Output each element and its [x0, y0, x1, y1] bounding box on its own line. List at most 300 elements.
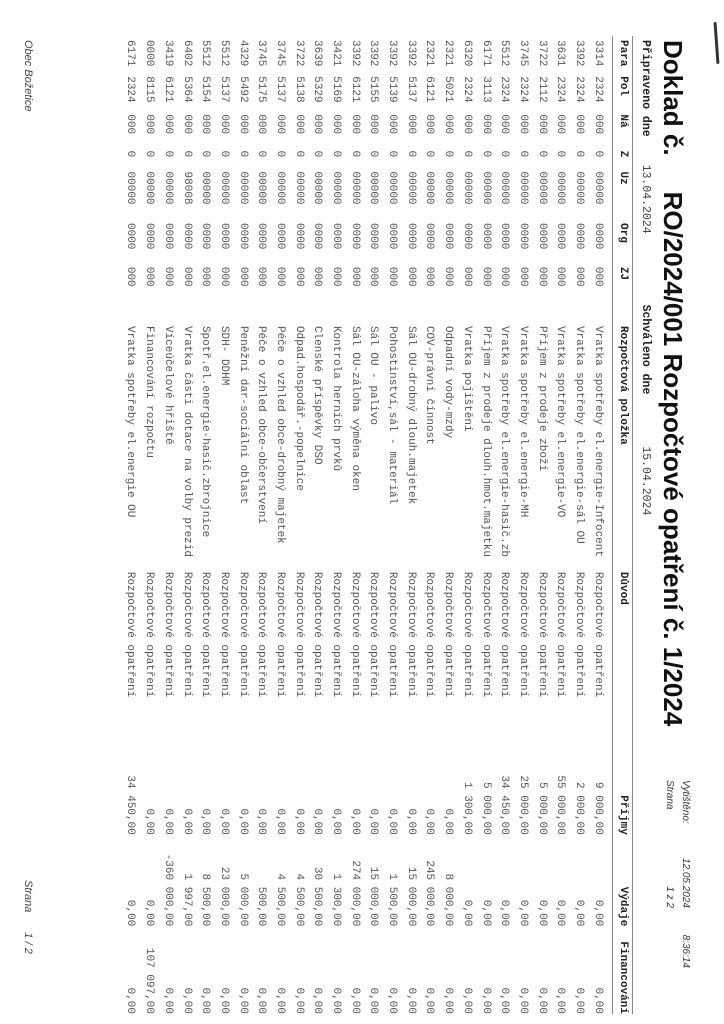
- cell-z: 0: [311, 150, 324, 158]
- col-financovani: Financování: [617, 941, 629, 1014]
- cell-polozka: Kontrola herních prvků: [330, 325, 343, 472]
- cell-vydaje: 8 500,00: [199, 873, 212, 927]
- cell-vydaje: 0,00: [591, 899, 604, 927]
- cell-na: 000: [124, 114, 137, 135]
- cell-duvod: Rozpočtové opatření: [516, 571, 529, 698]
- cell-vydaje: 0,00: [554, 899, 567, 927]
- cell-polozka: SDH- DDHM: [217, 325, 230, 386]
- cell-uz: 00000: [386, 171, 399, 205]
- cell-na: 000: [367, 114, 380, 135]
- cell-pol: 5492: [236, 76, 249, 103]
- cell-z: 0: [554, 150, 567, 158]
- document-title: [657, 40, 688, 726]
- cell-para: 5512: [217, 40, 230, 67]
- cell-duvod: Rozpočtové opatření: [236, 571, 249, 698]
- cell-financovani: 0,00: [161, 987, 174, 1014]
- col-org: Org: [617, 223, 629, 243]
- cell-uz: 00000: [255, 171, 268, 205]
- cell-z: 0: [255, 150, 268, 158]
- cell-zj: 000: [460, 266, 473, 287]
- approved-label: Schváleno dne: [639, 304, 652, 395]
- cell-polozka: Sál OÚ - palivo: [367, 325, 380, 425]
- cell-vydaje: 500,00: [255, 886, 268, 927]
- cell-polozka: Financování rozpočtu: [143, 325, 156, 458]
- cell-na: 000: [143, 114, 156, 135]
- cell-prijmy: 0,00: [367, 808, 380, 835]
- cell-z: 0: [479, 150, 492, 158]
- cell-zj: 000: [516, 266, 529, 287]
- cell-para: 3639: [311, 40, 324, 67]
- cell-z: 0: [516, 150, 529, 158]
- cell-prijmy: 25 000,00: [516, 775, 529, 835]
- cell-duvod: Rozpočtové opatření: [330, 571, 343, 698]
- table-row: [140, 40, 159, 1014]
- cell-na: 000: [273, 114, 286, 135]
- cell-prijmy: 0,00: [311, 808, 324, 835]
- cell-org: 0000: [591, 223, 604, 250]
- cell-vydaje: 8 000,00: [442, 873, 455, 927]
- cell-org: 0000: [554, 223, 567, 250]
- cell-pol: 2324: [554, 76, 567, 103]
- cell-financovani: 0,00: [442, 987, 455, 1014]
- cell-financovani: 0,00: [217, 987, 230, 1014]
- cell-para: 3745: [255, 40, 268, 67]
- cell-zj: 000: [311, 266, 324, 287]
- cell-org: 0000: [180, 223, 193, 250]
- cell-polozka: Odpadní vody-mzdy: [442, 325, 455, 439]
- cell-duvod: Rozpočtové opatření: [498, 571, 511, 698]
- cell-polozka: Vratka spotřeby el.energie-Infocent: [591, 325, 604, 557]
- cell-vydaje: -360 000,00: [161, 853, 174, 927]
- table-row: [233, 40, 252, 1014]
- cell-prijmy: 0,00: [423, 808, 436, 835]
- cell-zj: 000: [273, 266, 286, 287]
- cell-duvod: Rozpočtové opatření: [143, 571, 156, 698]
- cell-na: 000: [591, 114, 604, 135]
- cell-polozka: Pohostinství,sál - materiál: [386, 325, 399, 505]
- header-rule-top: [632, 36, 633, 1014]
- cell-org: 0000: [423, 223, 436, 250]
- cell-polozka: Péče o vzhled obce-občerstvení: [255, 325, 268, 524]
- cell-zj: 000: [292, 266, 305, 287]
- cell-prijmy: 0,00: [292, 808, 305, 835]
- cell-zj: 000: [199, 266, 212, 287]
- cell-vydaje: 0,00: [460, 899, 473, 927]
- cell-vydaje: 0,00: [516, 899, 529, 927]
- cell-financovani: 0,00: [273, 987, 286, 1014]
- cell-z: 0: [330, 150, 343, 158]
- cell-prijmy: 0,00: [404, 808, 417, 835]
- cell-na: 000: [180, 114, 193, 135]
- cell-para: 5512: [199, 40, 212, 67]
- cell-org: 0000: [367, 223, 380, 250]
- cell-org: 0000: [404, 223, 417, 250]
- cell-z: 0: [236, 150, 249, 158]
- cell-na: 000: [423, 114, 436, 135]
- cell-uz: 00000: [479, 171, 492, 205]
- cell-polozka: Peněžní dar-sociální oblast: [236, 325, 249, 505]
- cell-org: 0000: [124, 223, 137, 250]
- cell-zj: 000: [236, 266, 249, 287]
- table-row: [383, 40, 402, 1014]
- cell-para: 6171: [479, 40, 492, 67]
- cell-vydaje: 1 997,00: [180, 873, 193, 927]
- cell-z: 0: [292, 150, 305, 158]
- col-zj: ZJ: [617, 266, 629, 281]
- cell-org: 0000: [273, 223, 286, 250]
- col-na: Ná: [617, 114, 629, 128]
- cell-polozka: Vratka spotřeby el.energie-hasič.zb: [498, 325, 511, 557]
- cell-duvod: Rozpočtové opatření: [591, 571, 604, 698]
- cell-vydaje: 23 000,00: [217, 866, 230, 927]
- cell-duvod: Rozpočtové opatření: [367, 571, 380, 698]
- cell-pol: 2112: [535, 76, 548, 103]
- page-label: Strana: [664, 780, 676, 810]
- cell-na: 000: [535, 114, 548, 135]
- cell-uz: 00000: [199, 171, 212, 205]
- cell-vydaje: 4 500,00: [273, 873, 286, 927]
- cell-para: 6171: [124, 40, 137, 67]
- cell-zj: 000: [180, 266, 193, 287]
- cell-zj: 000: [330, 266, 343, 287]
- cell-pol: 5154: [199, 76, 212, 103]
- cell-financovani: 0,00: [423, 987, 436, 1014]
- cell-org: 0000: [236, 223, 249, 250]
- prepared-date: 13.04.2024: [639, 164, 652, 234]
- cell-prijmy: 0,00: [386, 808, 399, 835]
- cell-z: 0: [199, 150, 212, 158]
- cell-uz: 00000: [591, 171, 604, 205]
- cell-financovani: 0,00: [255, 987, 268, 1014]
- cell-uz: 00000: [404, 171, 417, 205]
- cell-vydaje: 0,00: [498, 899, 511, 927]
- cell-pol: 2324: [572, 76, 585, 103]
- cell-prijmy: 0,00: [161, 808, 174, 835]
- col-z: Z: [617, 150, 629, 158]
- cell-prijmy: 0,00: [180, 808, 193, 835]
- cell-para: 3722: [292, 40, 305, 67]
- cell-para: 6402: [180, 40, 193, 67]
- cell-duvod: Rozpočtové opatření: [442, 571, 455, 698]
- table-row: [476, 40, 495, 1014]
- cell-zj: 000: [143, 266, 156, 287]
- document-dates: [639, 40, 652, 515]
- cell-org: 0000: [572, 223, 585, 250]
- cell-zj: 000: [367, 266, 380, 287]
- table-row: [196, 40, 215, 1014]
- cell-na: 000: [311, 114, 324, 135]
- table-row: [159, 40, 178, 1014]
- cell-zj: 000: [423, 266, 436, 287]
- cell-pol: 5137: [217, 76, 230, 103]
- cell-z: 0: [217, 150, 230, 158]
- table-row: [289, 40, 308, 1014]
- cell-polozka: Sál OÚ-drobný dlouh.majetek: [404, 325, 417, 505]
- cell-zj: 000: [535, 266, 548, 287]
- page-footer: [22, 880, 34, 954]
- cell-prijmy: 55 000,00: [554, 775, 567, 835]
- printed-date: 12.05.2024: [680, 857, 692, 908]
- cell-duvod: Rozpočtové opatření: [161, 571, 174, 698]
- cell-para: 3421: [330, 40, 343, 67]
- cell-pol: 2324: [124, 76, 137, 103]
- cell-vydaje: 0,00: [143, 899, 156, 927]
- cell-financovani: 0,00: [535, 987, 548, 1014]
- cell-org: 0000: [311, 223, 324, 250]
- cell-financovani: 0,00: [386, 987, 399, 1014]
- cell-vydaje: 1 300,00: [330, 873, 343, 927]
- cell-zj: 000: [591, 266, 604, 287]
- cell-z: 0: [386, 150, 399, 158]
- table-row: [252, 40, 271, 1014]
- table-row: [121, 40, 140, 1014]
- title-prefix: Doklad č.: [658, 40, 688, 156]
- table-row: [364, 40, 383, 1014]
- cell-zj: 000: [255, 266, 268, 287]
- cell-duvod: Rozpočtové opatření: [180, 571, 193, 698]
- cell-financovani: 0,00: [572, 987, 585, 1014]
- col-uz: Uz: [617, 171, 629, 185]
- cell-zj: 000: [404, 266, 417, 287]
- cell-na: 000: [292, 114, 305, 135]
- table-row: [308, 40, 327, 1014]
- cell-na: 000: [255, 114, 268, 135]
- cell-polozka: Víceúčelové hřiště: [161, 325, 174, 445]
- cell-duvod: Rozpočtové opatření: [386, 571, 399, 698]
- cell-org: 0000: [255, 223, 268, 250]
- cell-polozka: Členské příspěvky DSO: [311, 325, 324, 465]
- cell-pol: 8115: [143, 76, 156, 103]
- cell-para: 2321: [423, 40, 436, 67]
- cell-duvod: Rozpočtové opatření: [273, 571, 286, 698]
- cell-z: 0: [367, 150, 380, 158]
- cell-uz: 00000: [217, 171, 230, 205]
- cell-duvod: Rozpočtové opatření: [572, 571, 585, 698]
- print-info: [662, 780, 694, 968]
- cell-financovani: 0,00: [236, 987, 249, 1014]
- cell-duvod: Rozpočtové opatření: [255, 571, 268, 698]
- cell-polozka: Spotř.el.energie-hasič.zbrojnice: [199, 325, 212, 538]
- cell-vydaje: 0,00: [535, 899, 548, 927]
- cell-pol: 2324: [591, 76, 604, 103]
- cell-z: 0: [498, 150, 511, 158]
- cell-financovani: 0,00: [199, 987, 212, 1014]
- cell-zj: 000: [572, 266, 585, 287]
- cell-uz: 00000: [498, 171, 511, 205]
- cell-zj: 000: [217, 266, 230, 287]
- cell-na: 000: [498, 114, 511, 135]
- cell-na: 000: [516, 114, 529, 135]
- cell-polozka: Vratka pojištění: [460, 325, 473, 432]
- cell-pol: 3113: [479, 76, 492, 103]
- table-row: [177, 40, 196, 1014]
- cell-duvod: Rozpočtové opatření: [124, 571, 137, 698]
- table-row: [570, 40, 589, 1014]
- cell-zj: 000: [479, 266, 492, 287]
- cell-pol: 2324: [498, 76, 511, 103]
- cell-uz: 00000: [236, 171, 249, 205]
- cell-zj: 000: [161, 266, 174, 287]
- cell-na: 000: [330, 114, 343, 135]
- cell-financovani: 0,00: [367, 987, 380, 1014]
- table-row: [514, 40, 533, 1014]
- cell-z: 0: [460, 150, 473, 158]
- cell-na: 000: [236, 114, 249, 135]
- cell-financovani: 0,00: [498, 987, 511, 1014]
- cell-prijmy: 1 300,00: [460, 782, 473, 835]
- cell-prijmy: 0,00: [442, 808, 455, 835]
- cell-pol: 5364: [180, 76, 193, 103]
- cell-para: 3419: [161, 40, 174, 67]
- cell-z: 0: [180, 150, 193, 158]
- cell-uz: 00000: [348, 171, 361, 205]
- cell-para: 3392: [386, 40, 399, 67]
- cell-org: 0000: [199, 223, 212, 250]
- cell-financovani: 0,00: [348, 987, 361, 1014]
- cell-pol: 6121: [348, 76, 361, 103]
- cell-para: 4329: [236, 40, 249, 67]
- col-para: Para: [617, 40, 629, 67]
- cell-prijmy: 0,00: [330, 808, 343, 835]
- cell-para: 3392: [404, 40, 417, 67]
- cell-duvod: Rozpočtové opatření: [311, 571, 324, 698]
- cell-para: 0000: [143, 40, 156, 67]
- cell-uz: 00000: [330, 171, 343, 205]
- cell-uz: 00000: [535, 171, 548, 205]
- table-row: [495, 40, 514, 1014]
- cell-org: 0000: [386, 223, 399, 250]
- cell-z: 0: [273, 150, 286, 158]
- cell-financovani: 0,00: [554, 987, 567, 1014]
- cell-duvod: Rozpočtové opatření: [199, 571, 212, 698]
- cell-uz: 00000: [292, 171, 305, 205]
- cell-na: 000: [161, 114, 174, 135]
- table-row: [439, 40, 458, 1014]
- cell-pol: 5021: [442, 76, 455, 103]
- footer-page-label: Strana: [22, 880, 34, 913]
- cell-para: 3392: [572, 40, 585, 67]
- cell-vydaje: 0,00: [572, 899, 585, 927]
- cell-na: 000: [217, 114, 230, 135]
- cell-z: 0: [423, 150, 436, 158]
- cell-zj: 000: [498, 266, 511, 287]
- printed-label: Vytištěno:: [680, 780, 692, 824]
- table-body: [121, 40, 607, 1014]
- cell-polozka: Příjem z prodeje zboží: [535, 325, 548, 472]
- cell-zj: 000: [442, 266, 455, 287]
- cell-duvod: Rozpočtové opatření: [479, 571, 492, 698]
- cell-pol: 5329: [311, 76, 324, 103]
- cell-uz: 00000: [554, 171, 567, 205]
- cell-org: 0000: [460, 223, 473, 250]
- scan-mark: [714, 22, 720, 64]
- cell-pol: 5169: [330, 76, 343, 103]
- cell-financovani: 0,00: [460, 987, 473, 1014]
- cell-prijmy: 0,00: [143, 808, 156, 835]
- cell-prijmy: 5 000,00: [479, 782, 492, 835]
- cell-polozka: ČOV-právní činnost: [423, 325, 436, 445]
- cell-financovani: 0,00: [404, 987, 417, 1014]
- table-row: [215, 40, 234, 1014]
- cell-vydaje: 30 500,00: [311, 866, 324, 927]
- cell-na: 000: [404, 114, 417, 135]
- cell-pol: 5175: [255, 76, 268, 103]
- cell-para: 3745: [273, 40, 286, 67]
- cell-uz: 00000: [460, 171, 473, 205]
- cell-duvod: Rozpočtové opatření: [404, 571, 417, 698]
- cell-polozka: Péče o vzhled obce-drobný majetek: [273, 325, 286, 544]
- cell-vydaje: 5 000,00: [236, 873, 249, 927]
- cell-org: 0000: [348, 223, 361, 250]
- cell-duvod: Rozpočtové opatření: [554, 571, 567, 698]
- cell-vydaje: 245 000,00: [423, 860, 436, 927]
- cell-pol: 6121: [161, 76, 174, 103]
- printed-time: 8:36:14: [680, 934, 692, 968]
- organization-name: Obec Božetice: [22, 40, 34, 112]
- cell-zj: 000: [124, 266, 137, 287]
- cell-duvod: Rozpočtové opatření: [535, 571, 548, 698]
- title-number: RO/2024/001 Rozpočtové opatření č. 1/2024: [658, 191, 688, 727]
- cell-para: 3392: [367, 40, 380, 67]
- cell-polozka: Vratka spotřeby el.energie-MH: [516, 325, 529, 518]
- cell-pol: 5137: [273, 76, 286, 103]
- table-row: [532, 40, 551, 1014]
- cell-vydaje: 1 500,00: [386, 873, 399, 927]
- cell-para: 3745: [516, 40, 529, 67]
- table-row: [420, 40, 439, 1014]
- cell-prijmy: 0,00: [236, 808, 249, 835]
- cell-vydaje: 4 500,00: [292, 873, 305, 927]
- cell-polozka: Odpad.hospodář.-popelnice: [292, 325, 305, 491]
- col-prijmy: Příjmy: [617, 795, 629, 835]
- cell-uz: 00000: [516, 171, 529, 205]
- cell-na: 000: [460, 114, 473, 135]
- cell-duvod: Rozpočtové opatření: [348, 571, 361, 698]
- cell-zj: 000: [386, 266, 399, 287]
- cell-zj: 000: [554, 266, 567, 287]
- cell-pol: 6121: [423, 76, 436, 103]
- cell-duvod: Rozpočtové opatření: [423, 571, 436, 698]
- cell-org: 0000: [479, 223, 492, 250]
- cell-uz: 00000: [367, 171, 380, 205]
- cell-prijmy: 0,00: [255, 808, 268, 835]
- cell-org: 0000: [161, 223, 174, 250]
- footer-page-value: 1 / 2: [22, 932, 34, 954]
- cell-prijmy: 9 000,00: [591, 782, 604, 835]
- cell-z: 0: [143, 150, 156, 158]
- cell-financovani: 0,00: [330, 987, 343, 1014]
- cell-prijmy: 0,00: [273, 808, 286, 835]
- approved-date: 15.04.2024: [639, 446, 652, 516]
- cell-z: 0: [442, 150, 455, 158]
- cell-financovani: 0,00: [292, 987, 305, 1014]
- cell-uz: 00000: [124, 171, 137, 205]
- cell-financovani: 107 097,00: [143, 947, 156, 1014]
- cell-org: 0000: [516, 223, 529, 250]
- table-row: [327, 40, 346, 1014]
- cell-para: 3722: [535, 40, 548, 67]
- cell-uz: 00000: [161, 171, 174, 205]
- cell-pol: 5155: [367, 76, 380, 103]
- cell-zj: 000: [348, 266, 361, 287]
- col-vydaje: Výdaje: [617, 886, 629, 927]
- cell-uz: 00000: [423, 171, 436, 205]
- cell-org: 0000: [442, 223, 455, 250]
- cell-uz: 00000: [143, 171, 156, 205]
- cell-pol: 5139: [386, 76, 399, 103]
- cell-uz: 98008: [180, 171, 193, 205]
- table-row: [458, 40, 477, 1014]
